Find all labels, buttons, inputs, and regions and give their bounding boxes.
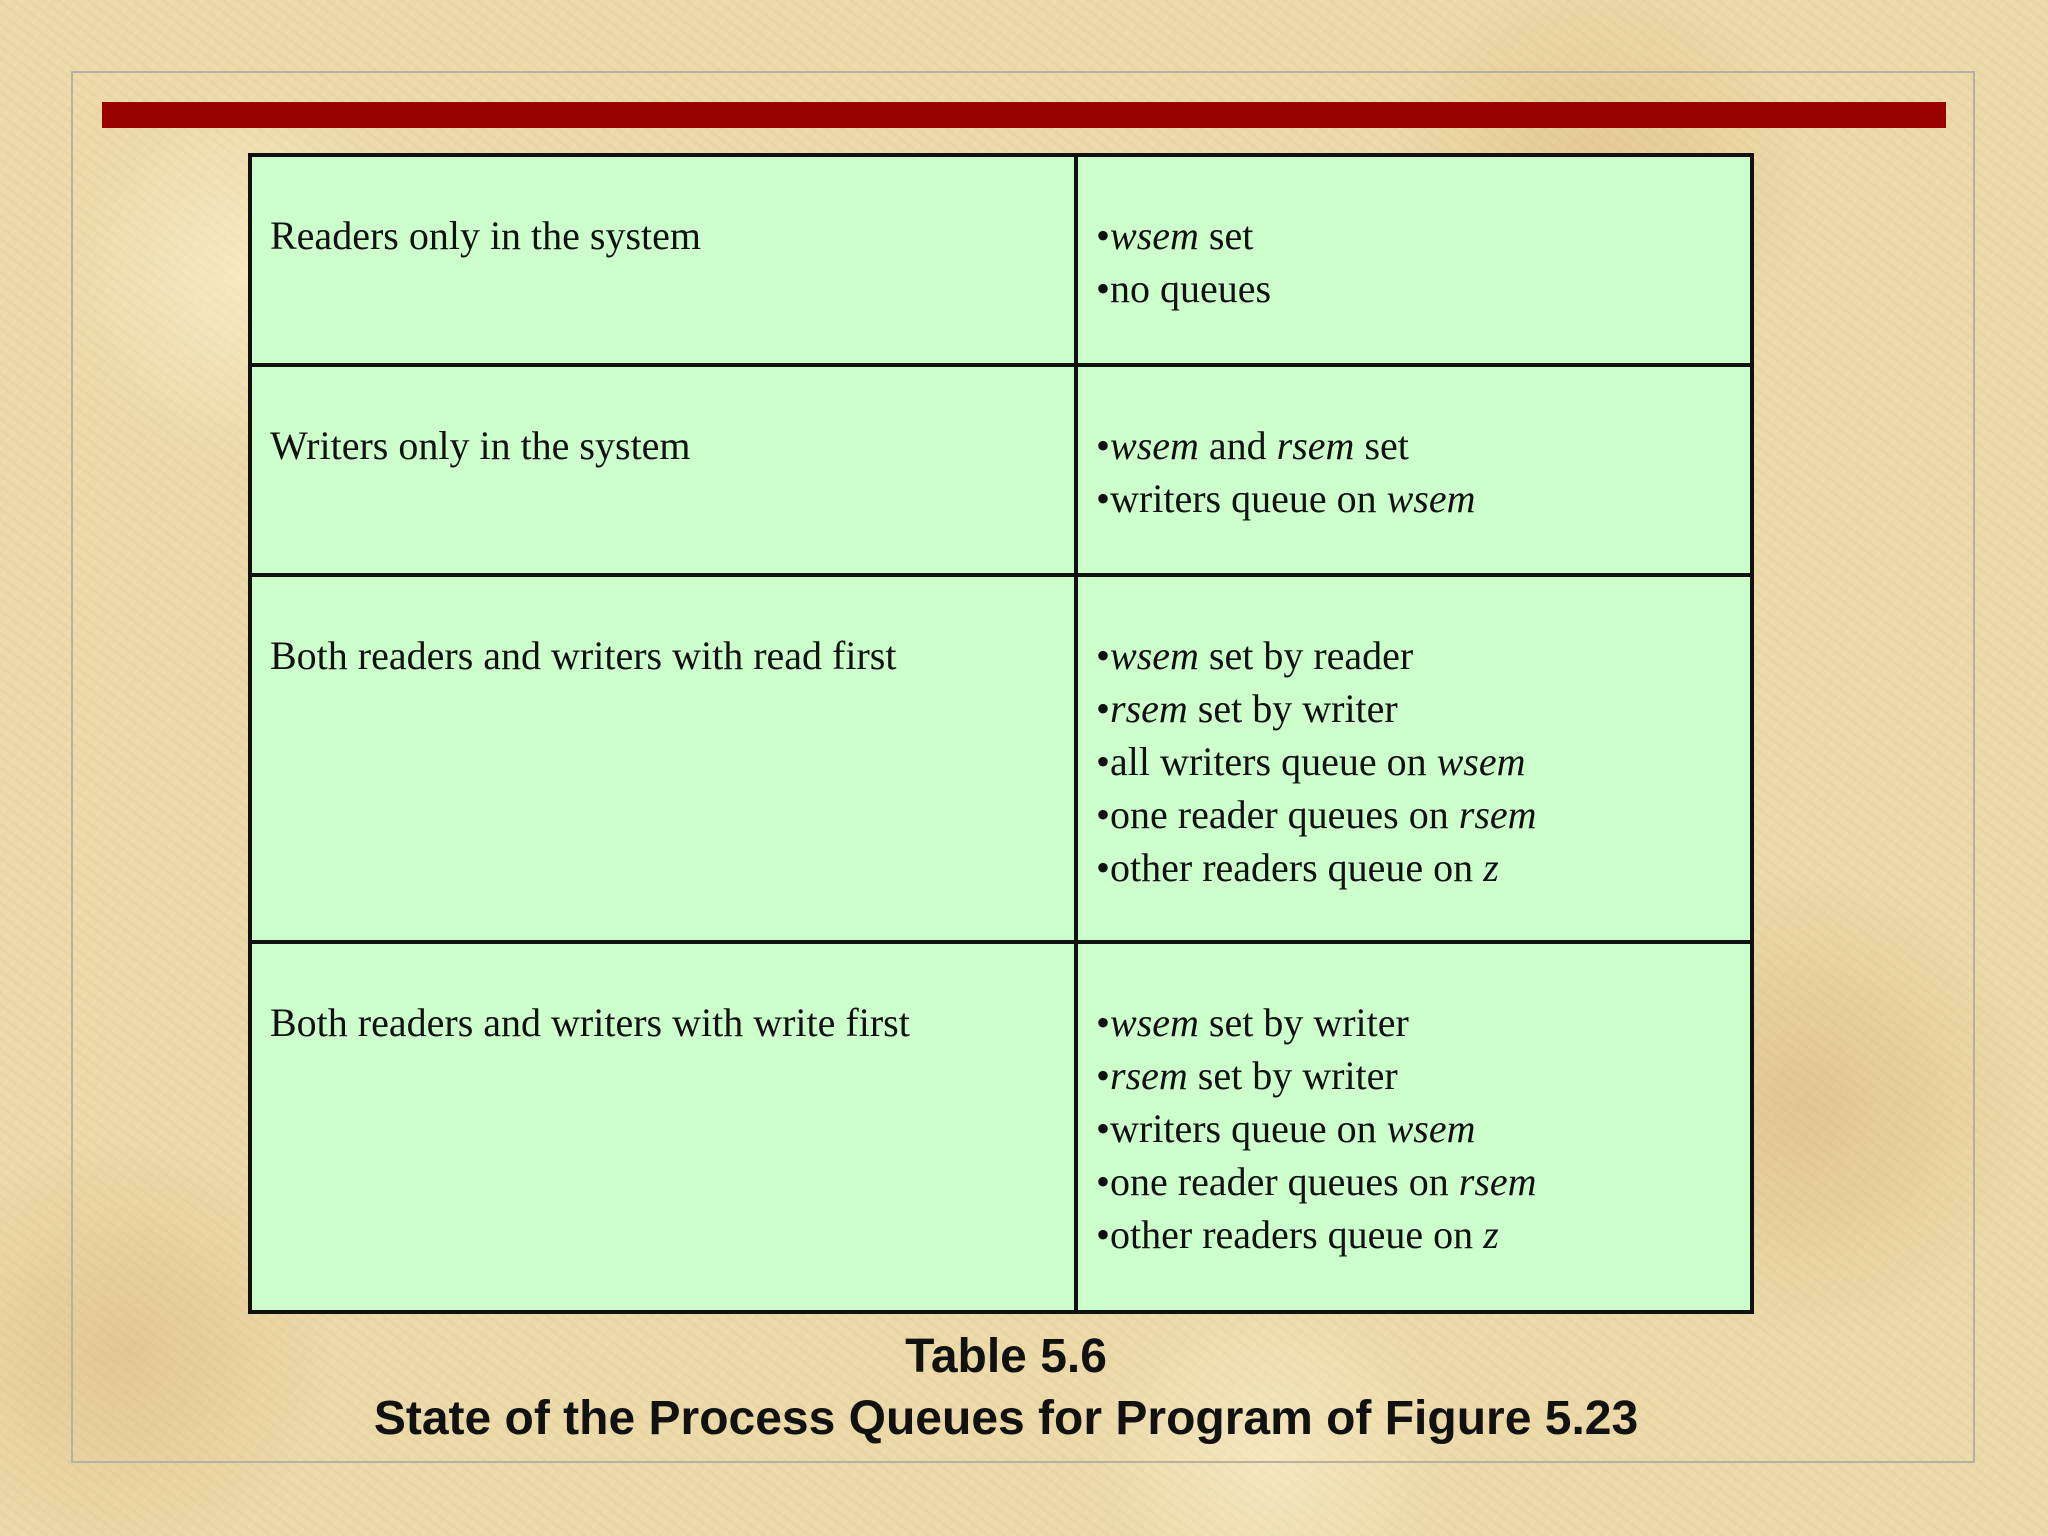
condition-cell	[250, 942, 1076, 1312]
process-queue-state-table	[248, 153, 1754, 1314]
state-text: other readers queue on	[1110, 1212, 1484, 1257]
semaphore-name: wsem	[1436, 739, 1526, 784]
state-text: set by writer	[1198, 1000, 1409, 1045]
table-row	[250, 365, 1752, 575]
semaphore-name: wsem	[1110, 633, 1199, 678]
condition-text: Both readers and writers with read first	[270, 633, 897, 678]
semaphore-name: rsem	[1458, 792, 1537, 837]
state-text: one reader queues on	[1110, 792, 1459, 837]
state-bullet	[1096, 1155, 1732, 1208]
state-bullet	[1096, 1049, 1732, 1102]
semaphore-name: wsem	[1110, 1000, 1199, 1045]
condition-cell	[250, 155, 1076, 365]
state-cell	[1076, 575, 1752, 942]
state-bullet	[1096, 788, 1732, 841]
state-bullet	[1096, 419, 1732, 472]
table-row	[250, 942, 1752, 1312]
state-text: no queues	[1110, 266, 1272, 311]
semaphore-name: wsem	[1386, 1106, 1476, 1151]
state-text: set by reader	[1198, 633, 1414, 678]
title-accent-bar	[102, 102, 1946, 128]
state-text: other readers queue on	[1110, 845, 1484, 890]
state-bullet	[1096, 262, 1732, 315]
semaphore-name: rsem	[1110, 1053, 1188, 1098]
semaphore-name: z	[1483, 1212, 1499, 1257]
semaphore-name: wsem	[1110, 213, 1199, 258]
state-text: writers queue on	[1110, 476, 1387, 521]
condition-text: Writers only in the system	[270, 423, 691, 468]
state-bullet	[1096, 841, 1732, 894]
state-text: set	[1354, 423, 1409, 468]
condition-cell	[250, 365, 1076, 575]
table-row	[250, 155, 1752, 365]
condition-text: Both readers and writers with write first	[270, 1000, 910, 1045]
state-text: one reader queues on	[1110, 1159, 1459, 1204]
semaphore-name: rsem	[1458, 1159, 1537, 1204]
semaphore-name: rsem	[1276, 423, 1355, 468]
state-text: all writers queue on	[1110, 739, 1437, 784]
state-bullet	[1096, 996, 1732, 1049]
state-bullet	[1096, 1102, 1732, 1155]
state-text: set by writer	[1187, 1053, 1398, 1098]
semaphore-name: wsem	[1386, 476, 1476, 521]
state-cell	[1076, 155, 1752, 365]
state-bullet	[1096, 209, 1732, 262]
condition-text: Readers only in the system	[270, 213, 702, 258]
state-bullet	[1096, 682, 1732, 735]
state-bullet	[1096, 472, 1732, 525]
condition-cell	[250, 575, 1076, 942]
table-caption-title: State of the Process Queues for Program of Figure 5.23	[373, 1392, 1639, 1445]
semaphore-name: wsem	[1110, 423, 1199, 468]
state-bullet	[1096, 629, 1732, 682]
state-cell	[1076, 365, 1752, 575]
table-caption-number: Table 5.6	[905, 1330, 1107, 1383]
state-text: set by writer	[1187, 686, 1398, 731]
state-text: and	[1198, 423, 1277, 468]
state-cell	[1076, 942, 1752, 1312]
semaphore-name: rsem	[1110, 686, 1188, 731]
state-text: writers queue on	[1110, 1106, 1387, 1151]
semaphore-name: z	[1483, 845, 1499, 890]
state-text: set	[1198, 213, 1254, 258]
state-bullet	[1096, 1208, 1732, 1261]
table-row	[250, 575, 1752, 942]
state-bullet	[1096, 735, 1732, 788]
